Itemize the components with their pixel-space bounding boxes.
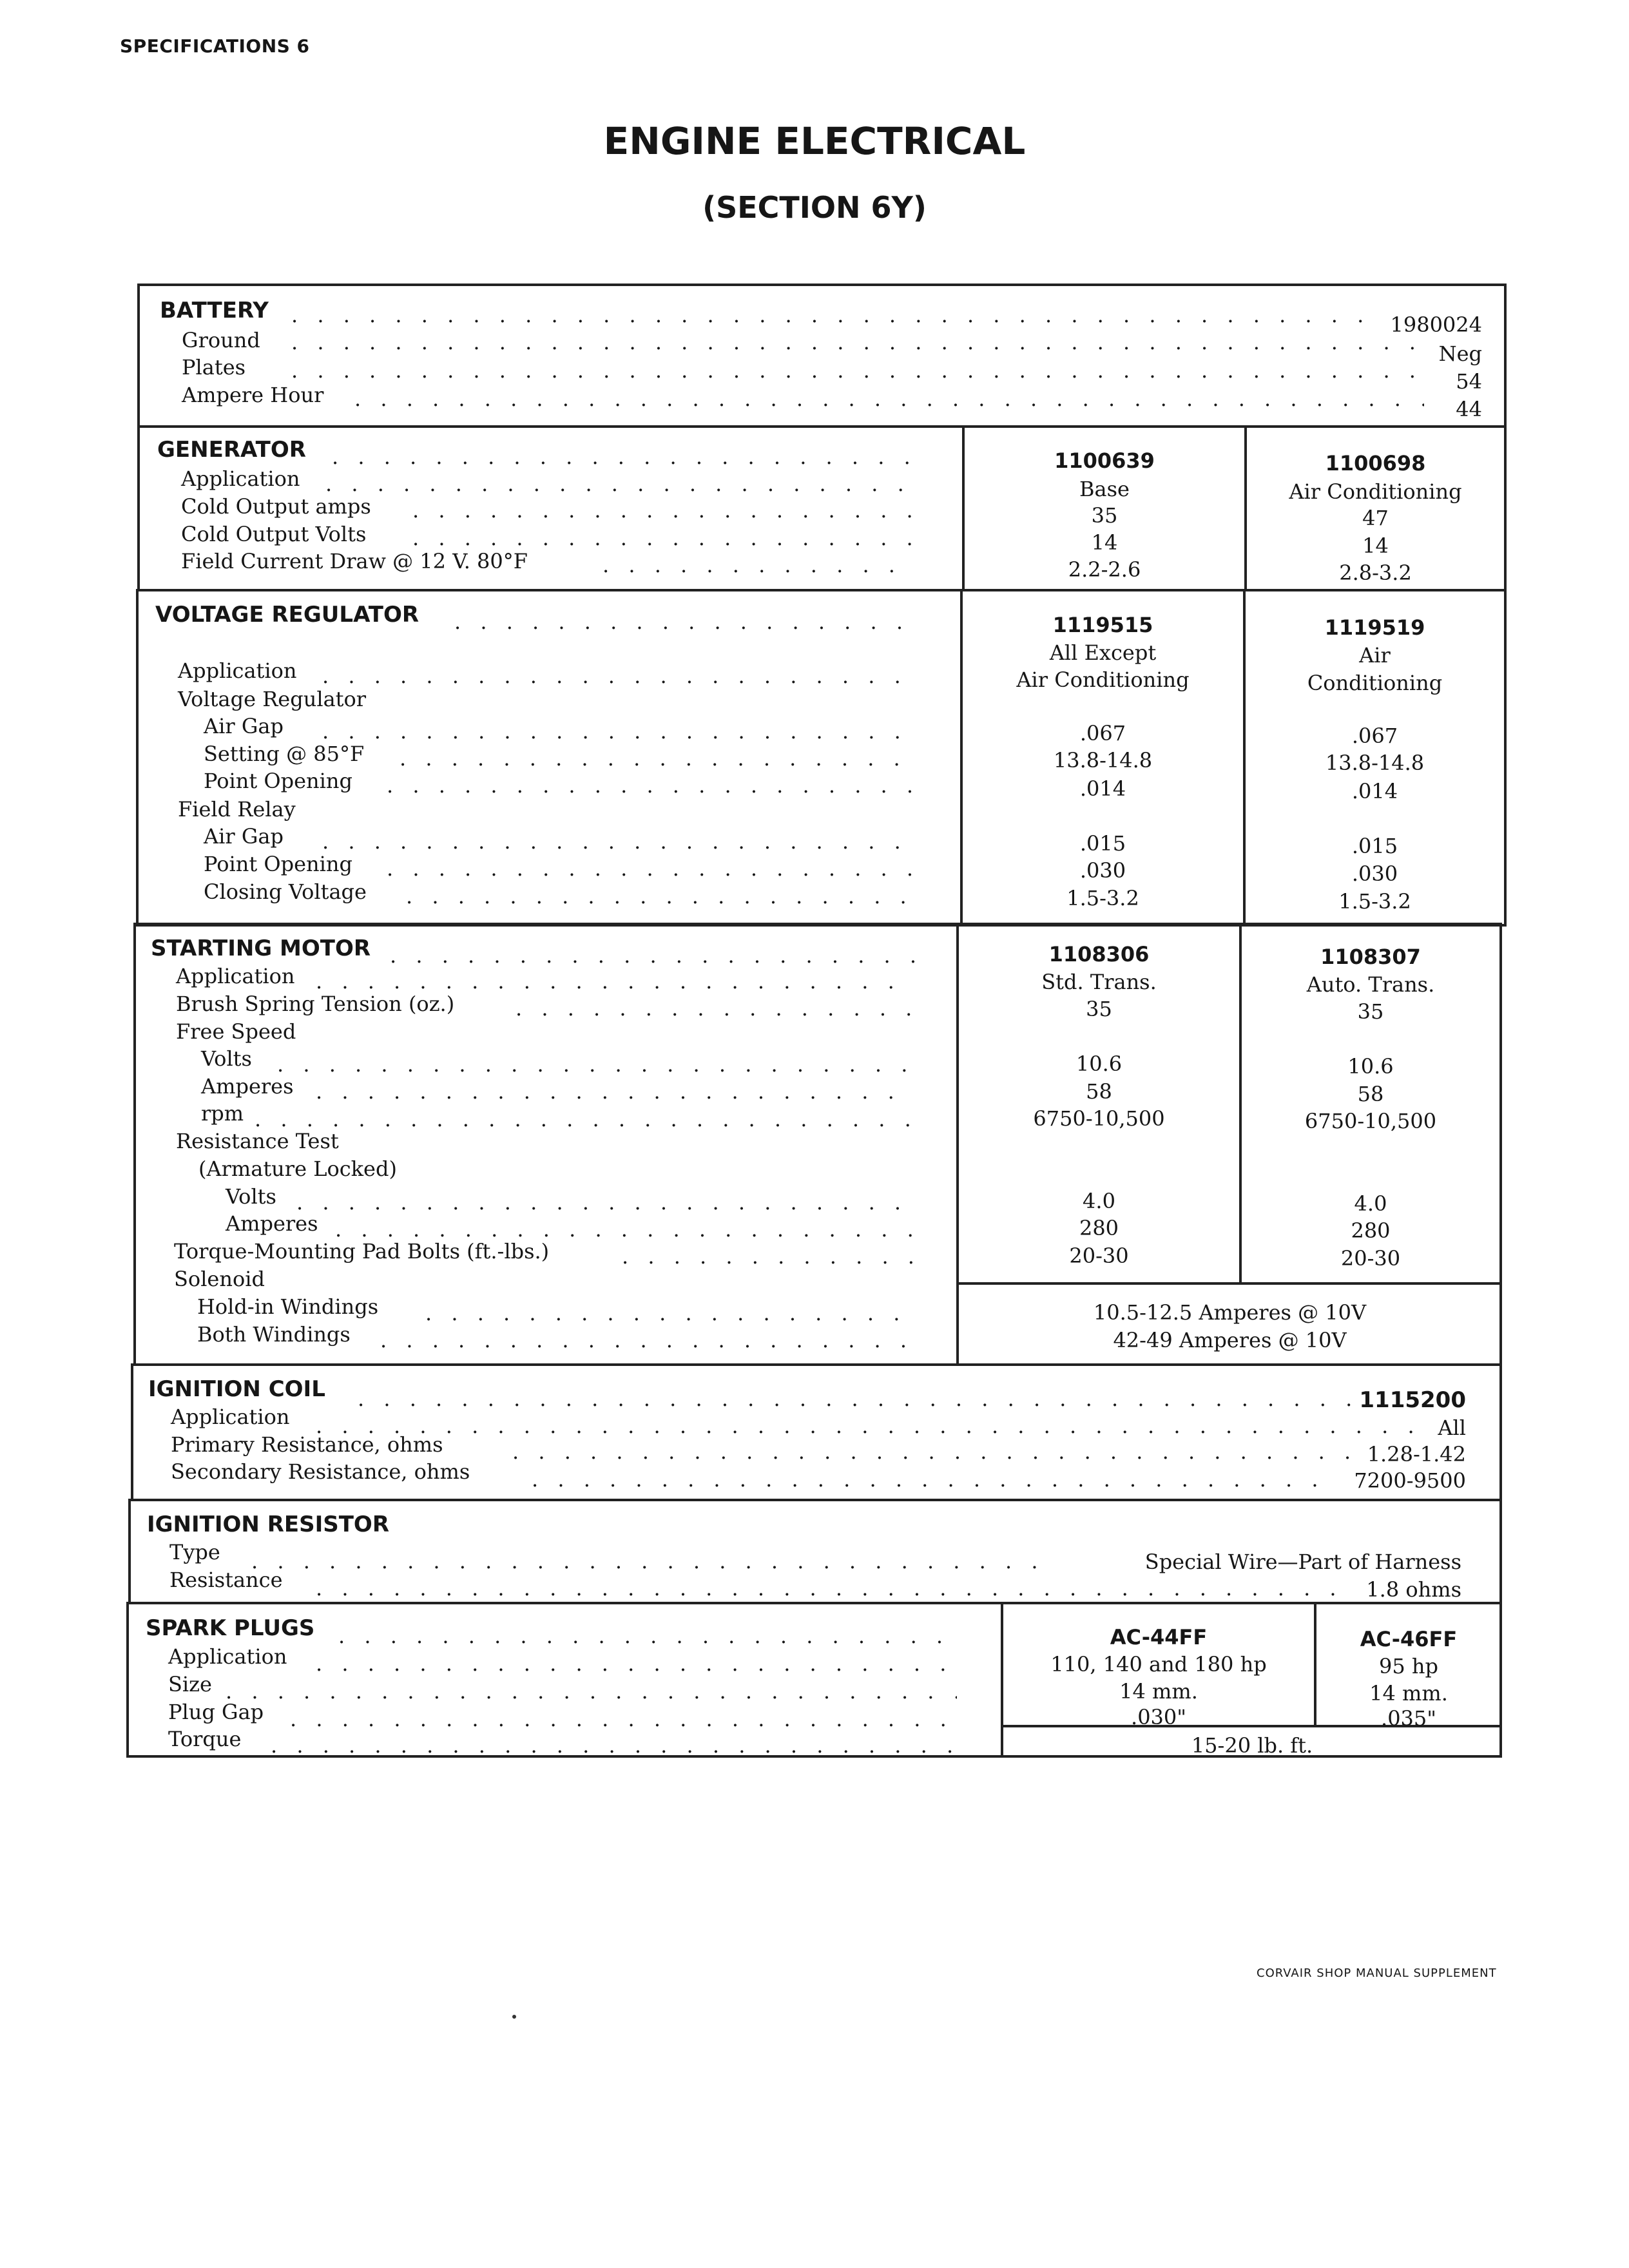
dot-leader [412, 526, 915, 548]
generator-row-v1: 14 [1091, 530, 1118, 555]
page-label: SPECIFICATIONS 6 [120, 35, 310, 57]
ignition-coil-value: 1115200 [1359, 1387, 1466, 1413]
starting-motor-row-v1: 4.0 [1083, 1189, 1115, 1213]
dot-leader [400, 746, 915, 768]
voltage-regulator-row-v2: .067 [1351, 724, 1398, 748]
starting-motor-row-v2: 4.0 [1354, 1191, 1387, 1216]
starting-motor-row-label: Amperes [226, 1211, 318, 1236]
voltage-regulator-row-label: Air Gap [204, 714, 284, 738]
starting-motor-row-v1: Std. Trans. [1041, 970, 1157, 994]
voltage-regulator-row-v2: 13.8-14.8 [1325, 751, 1425, 775]
starting-motor-row-v2: 280 [1351, 1218, 1391, 1243]
starting-motor-row-v1: 6750-10,500 [1033, 1106, 1165, 1131]
dot-leader [406, 884, 915, 906]
battery-row-label: Ampere Hour [182, 383, 324, 407]
voltage-regulator-row-v2: 1.5-3.2 [1338, 889, 1411, 914]
ignition-coil-row-label: Primary Resistance, ohms [171, 1432, 443, 1457]
dot-leader [512, 1439, 1353, 1461]
battery-row-value: Neg [1438, 341, 1482, 366]
voltage-regulator-row-v1: .067 [1079, 721, 1126, 745]
dot-leader [322, 829, 915, 851]
dot-leader [354, 387, 1424, 408]
spark-plugs-row-v2: 14 mm. [1369, 1681, 1448, 1706]
dot-leader [316, 1414, 1418, 1436]
generator-row-v1: 35 [1091, 503, 1118, 528]
footer-text: CORVAIR SHOP MANUAL SUPPLEMENT [1257, 1966, 1497, 1980]
dot-leader [316, 1079, 915, 1101]
dot-leader [390, 943, 915, 965]
spark-plugs-row-v1: 14 mm. [1119, 1679, 1198, 1704]
voltage-regulator-row-label: Setting @ 85°F [204, 742, 365, 766]
spark-plugs-row-label: Application [168, 1644, 287, 1669]
voltage-regulator-row-v1: .014 [1079, 776, 1126, 801]
dot-leader [226, 1679, 957, 1701]
dot-leader [255, 1107, 915, 1129]
dot-leader [251, 1549, 1057, 1571]
generator-row-label: Field Current Draw @ 12 V. 80°F [181, 549, 528, 573]
voltage-regulator-application-label: Application [178, 658, 297, 683]
generator-row-label: Cold Output amps [181, 494, 371, 519]
starting-motor-row-v1: 20-30 [1069, 1244, 1129, 1268]
battery-heading: BATTERY [160, 298, 269, 323]
battery-row-label: Plates [182, 355, 246, 380]
starting-motor-col2-number: 1108307 [1320, 945, 1421, 969]
voltage-regulator-app1-line1: All Except [1049, 640, 1157, 665]
starting-motor-heading: STARTING MOTOR [151, 936, 371, 961]
dot-leader [316, 969, 915, 991]
dot-leader [322, 664, 915, 686]
battery-row-label: Ground [182, 328, 260, 352]
starting-motor-subheading: Free Speed [176, 1019, 296, 1044]
voltage-regulator-row-v1: 1.5-3.2 [1066, 886, 1139, 910]
dot-leader [338, 1624, 957, 1646]
dot-leader [358, 1387, 1363, 1408]
generator-row-v2: 14 [1362, 533, 1389, 558]
dot-leader [454, 610, 915, 631]
voltage-regulator-col1-number: 1119515 [1052, 613, 1153, 637]
voltage-regulator-app1-line2: Air Conditioning [1016, 668, 1190, 692]
dot-leader [290, 1707, 957, 1729]
voltage-regulator-app2-line1: Air [1359, 643, 1391, 668]
starting-motor-subheading: Resistance Test [176, 1129, 339, 1153]
starting-motor-subheading: (Armature Locked) [198, 1157, 397, 1181]
spark-plugs-row-label: Size [168, 1672, 212, 1696]
voltage-regulator-row-label: Air Gap [204, 824, 284, 849]
starting-motor-row-v2: 58 [1357, 1082, 1384, 1106]
voltage-regulator-row-label: Closing Voltage [204, 879, 367, 904]
starting-motor-solenoid-value: 42-49 Amperes @ 10V [1113, 1328, 1347, 1352]
spark-plugs-row-label: Torque [168, 1727, 242, 1751]
dot-leader [291, 330, 1425, 352]
generator-row-v1: Base [1079, 477, 1130, 501]
dot-leader [335, 1217, 915, 1239]
ignition-resistor-row-value: 1.8 ohms [1366, 1577, 1461, 1602]
generator-row-v2: 47 [1362, 506, 1389, 530]
voltage-regulator-subheading: Field Relay [178, 797, 296, 822]
generator-row-v2: 2.8-3.2 [1339, 561, 1412, 585]
voltage-regulator-row-v1: .015 [1079, 831, 1126, 856]
dot-leader [277, 1052, 915, 1074]
page-subtitle: (SECTION 6Y) [702, 190, 927, 225]
starting-motor-row-label: Brush Spring Tension (oz.) [176, 992, 455, 1016]
voltage-regulator-row-v2: .014 [1351, 779, 1398, 803]
ignition-coil-heading: IGNITION COIL [148, 1376, 325, 1402]
voltage-regulator-col2-number: 1119519 [1324, 615, 1425, 640]
battery-row-value: 44 [1456, 397, 1482, 421]
spark-plugs-torque-value: 15-20 lb. ft. [1191, 1733, 1313, 1758]
row-divider [958, 1282, 1501, 1285]
generator-row-v2: Air Conditioning [1289, 479, 1462, 504]
starting-motor-row-v2: 20-30 [1340, 1246, 1401, 1271]
ignition-coil-row-label: Secondary Resistance, ohms [171, 1459, 470, 1484]
voltage-regulator-row-v2: .030 [1351, 861, 1398, 886]
generator-heading: GENERATOR [157, 437, 306, 463]
voltage-regulator-row-v1: 13.8-14.8 [1053, 748, 1153, 773]
starting-motor-row-v1: 10.6 [1075, 1052, 1123, 1076]
ignition-resistor-row-value: Special Wire—Part of Harness [1144, 1550, 1461, 1574]
ignition-coil-row-value: 1.28-1.42 [1367, 1442, 1466, 1466]
starting-motor-row-v1: 58 [1086, 1079, 1112, 1104]
dot-leader [622, 1244, 915, 1266]
spark-plugs-row-v2: 95 hp [1379, 1654, 1438, 1678]
generator-col1-number: 1100639 [1054, 448, 1155, 473]
starting-motor-row-label: Both Windings [197, 1322, 351, 1347]
voltage-regulator-row-v1: .030 [1079, 858, 1126, 883]
ignition-coil-row-value: 7200-9500 [1354, 1468, 1466, 1493]
ignition-coil-row-value: All [1438, 1416, 1466, 1440]
starting-motor-row-label: Torque-Mounting Pad Bolts (ft.-lbs.) [174, 1239, 550, 1264]
spark-plugs-col2-number: AC-46FF [1360, 1627, 1458, 1651]
dot-leader [412, 498, 915, 520]
ignition-resistor-heading: IGNITION RESISTOR [147, 1512, 390, 1537]
voltage-regulator-subheading: Voltage Regulator [178, 687, 367, 711]
starting-motor-col1-number: 1108306 [1048, 942, 1150, 966]
dot-leader [316, 1576, 1347, 1598]
dot-leader [532, 1467, 1321, 1489]
ignition-resistor-row-label: Type [169, 1540, 220, 1564]
starting-motor-row-label: Volts [201, 1046, 252, 1071]
dot-leader [322, 719, 915, 741]
dot-leader [387, 773, 915, 795]
starting-motor-solenoid-value: 10.5-12.5 Amperes @ 10V [1093, 1300, 1367, 1325]
dot-leader [316, 1651, 957, 1673]
starting-motor-row-label: Volts [226, 1184, 276, 1209]
voltage-regulator-app2-line2: Conditioning [1307, 671, 1443, 695]
voltage-regulator-row-label: Point Opening [204, 769, 352, 793]
starting-motor-row-label: rpm [201, 1101, 244, 1126]
dot-leader [296, 1190, 915, 1212]
generator-row-label: Application [181, 466, 300, 491]
starting-motor-row-v2: 10.6 [1347, 1054, 1394, 1079]
starting-motor-row-label: Amperes [201, 1074, 294, 1099]
dot-leader [516, 996, 915, 1018]
dot-leader [332, 445, 915, 466]
starting-motor-row-label: Application [176, 964, 295, 988]
battery-row-value: 54 [1456, 369, 1482, 394]
generator-row-v1: 2.2-2.6 [1068, 557, 1141, 582]
dot-leader [271, 1733, 957, 1755]
starting-motor-row-v2: Auto. Trans. [1306, 972, 1435, 997]
dot-leader [291, 303, 1380, 325]
starting-motor-row-v1: 35 [1086, 997, 1112, 1021]
dot-leader [291, 358, 1425, 380]
starting-motor-row-v2: 35 [1357, 999, 1384, 1024]
dot-leader [380, 1328, 915, 1350]
dot-leader [602, 553, 915, 575]
spark-plugs-col1-number: AC-44FF [1110, 1625, 1208, 1649]
voltage-regulator-heading: VOLTAGE REGULATOR [155, 602, 419, 628]
starting-motor-row-v1: 280 [1079, 1216, 1119, 1240]
spark-plugs-row-v1: 110, 140 and 180 hp [1050, 1652, 1267, 1677]
spark-plugs-row-label: Plug Gap [168, 1700, 264, 1724]
starting-motor-row-label: Hold-in Windings [197, 1294, 379, 1319]
starting-motor-subheading: Solenoid [174, 1267, 265, 1291]
ignition-resistor-row-label: Resistance [169, 1568, 283, 1592]
generator-col2-number: 1100698 [1325, 451, 1426, 476]
voltage-regulator-row-label: Point Opening [204, 852, 352, 876]
dot-leader [425, 1301, 915, 1323]
spark-plugs-row-v1: .030" [1131, 1705, 1186, 1729]
page-title: ENGINE ELECTRICAL [603, 119, 1026, 163]
battery-value: 1980024 [1390, 312, 1482, 337]
scan-speck [512, 2015, 516, 2019]
spark-plugs-row-v2: .035" [1381, 1706, 1436, 1731]
generator-row-label: Cold Output Volts [181, 522, 367, 546]
starting-motor-row-v2: 6750-10,500 [1304, 1109, 1437, 1133]
voltage-regulator-row-v2: .015 [1351, 834, 1398, 858]
dot-leader [387, 856, 915, 878]
ignition-coil-row-label: Application [171, 1405, 290, 1429]
spark-plugs-heading: SPARK PLUGS [146, 1615, 315, 1641]
dot-leader [325, 472, 915, 494]
